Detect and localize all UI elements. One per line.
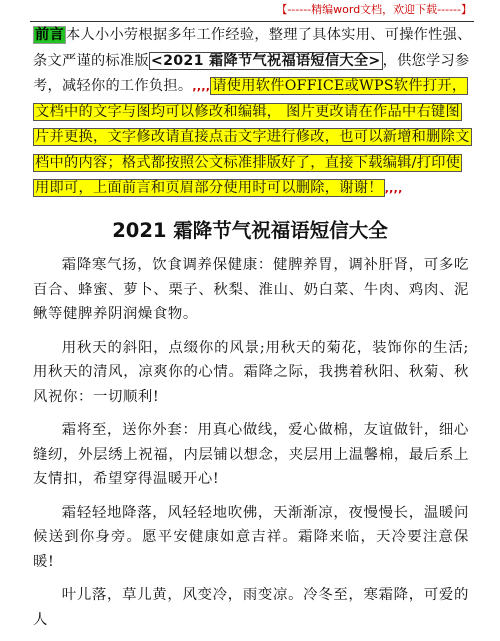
document-body bbox=[33, 253, 469, 641]
header-divider bbox=[30, 21, 474, 22]
header-note-text: 【------精编word文档，欢迎下载------】 bbox=[276, 3, 472, 16]
paragraph-5: 叶儿落，草儿黄，风变冷，雨变凉。冷冬至，寒霜降，可爱的人 bbox=[33, 587, 469, 628]
paragraph-3: 霜将至，送你外套：用真心做线，爱心做棉，友谊做针，细心缝纫，外层绣上祝福，内层铺以想念，夹层用上温馨棉，最后系上友情扣，希望穿得温暖开心! bbox=[33, 422, 469, 487]
preface-block bbox=[33, 23, 473, 202]
document-title: 2021 霜降节气祝福语短信大全 bbox=[112, 219, 388, 242]
preface-tag: 前言 bbox=[35, 27, 64, 43]
preface-highlight: 请使用软件OFFICE或WPS软件打开，文档中的文字与图均可以修改和编辑， 图片更改请在作品中右键图片并更换，文字修改请直接点击文字进行修改，也可以新增和删除文档中的内容；格式都按照公文标准排版好了，直接下载编辑/打印使用即可，上面前言和页眉部分使用时可以删除，谢谢！ bbox=[35, 78, 470, 196]
preface-text-1: 本人小小劳根据多年工作经验，整理了具体实用、可操作性强、条文严谨的标准版 bbox=[33, 27, 472, 69]
paragraph-1: 霜降寒气扬，饮食调养保健康：健脾养胃，调补肝肾，可多吃百合、蜂蜜、萝卜、栗子、秋梨、淮山、奶白菜、牛肉、鸡肉、泥鳅等健脾养阴润燥食物。 bbox=[33, 257, 469, 322]
preface-text-2: ，供您学习参考，减轻你的工作负担。 bbox=[33, 52, 470, 94]
paragraph-2: 用秋天的斜阳，点缀你的风景;用秋天的菊花，装饰你的生活;用秋天的清风，凉爽你的心情。霜降之际，我携着秋阳、秋菊、秋风祝你：一切顺利! bbox=[33, 339, 469, 405]
preface-mark-2: ,,,, bbox=[384, 182, 403, 195]
page-header-note bbox=[276, 3, 472, 17]
preface-doc-title: <2021 霜降节气祝福语短信大全> bbox=[150, 52, 381, 69]
preface-mark-1: ,,,, bbox=[192, 80, 211, 93]
paragraph-4: 霜轻轻地降落，风轻轻地吹佛，天渐渐凉，夜慢慢长，温暖问候送到你身旁。愿平安健康如意吉祥。霜降来临，天冷要注意保暖! bbox=[33, 504, 469, 570]
